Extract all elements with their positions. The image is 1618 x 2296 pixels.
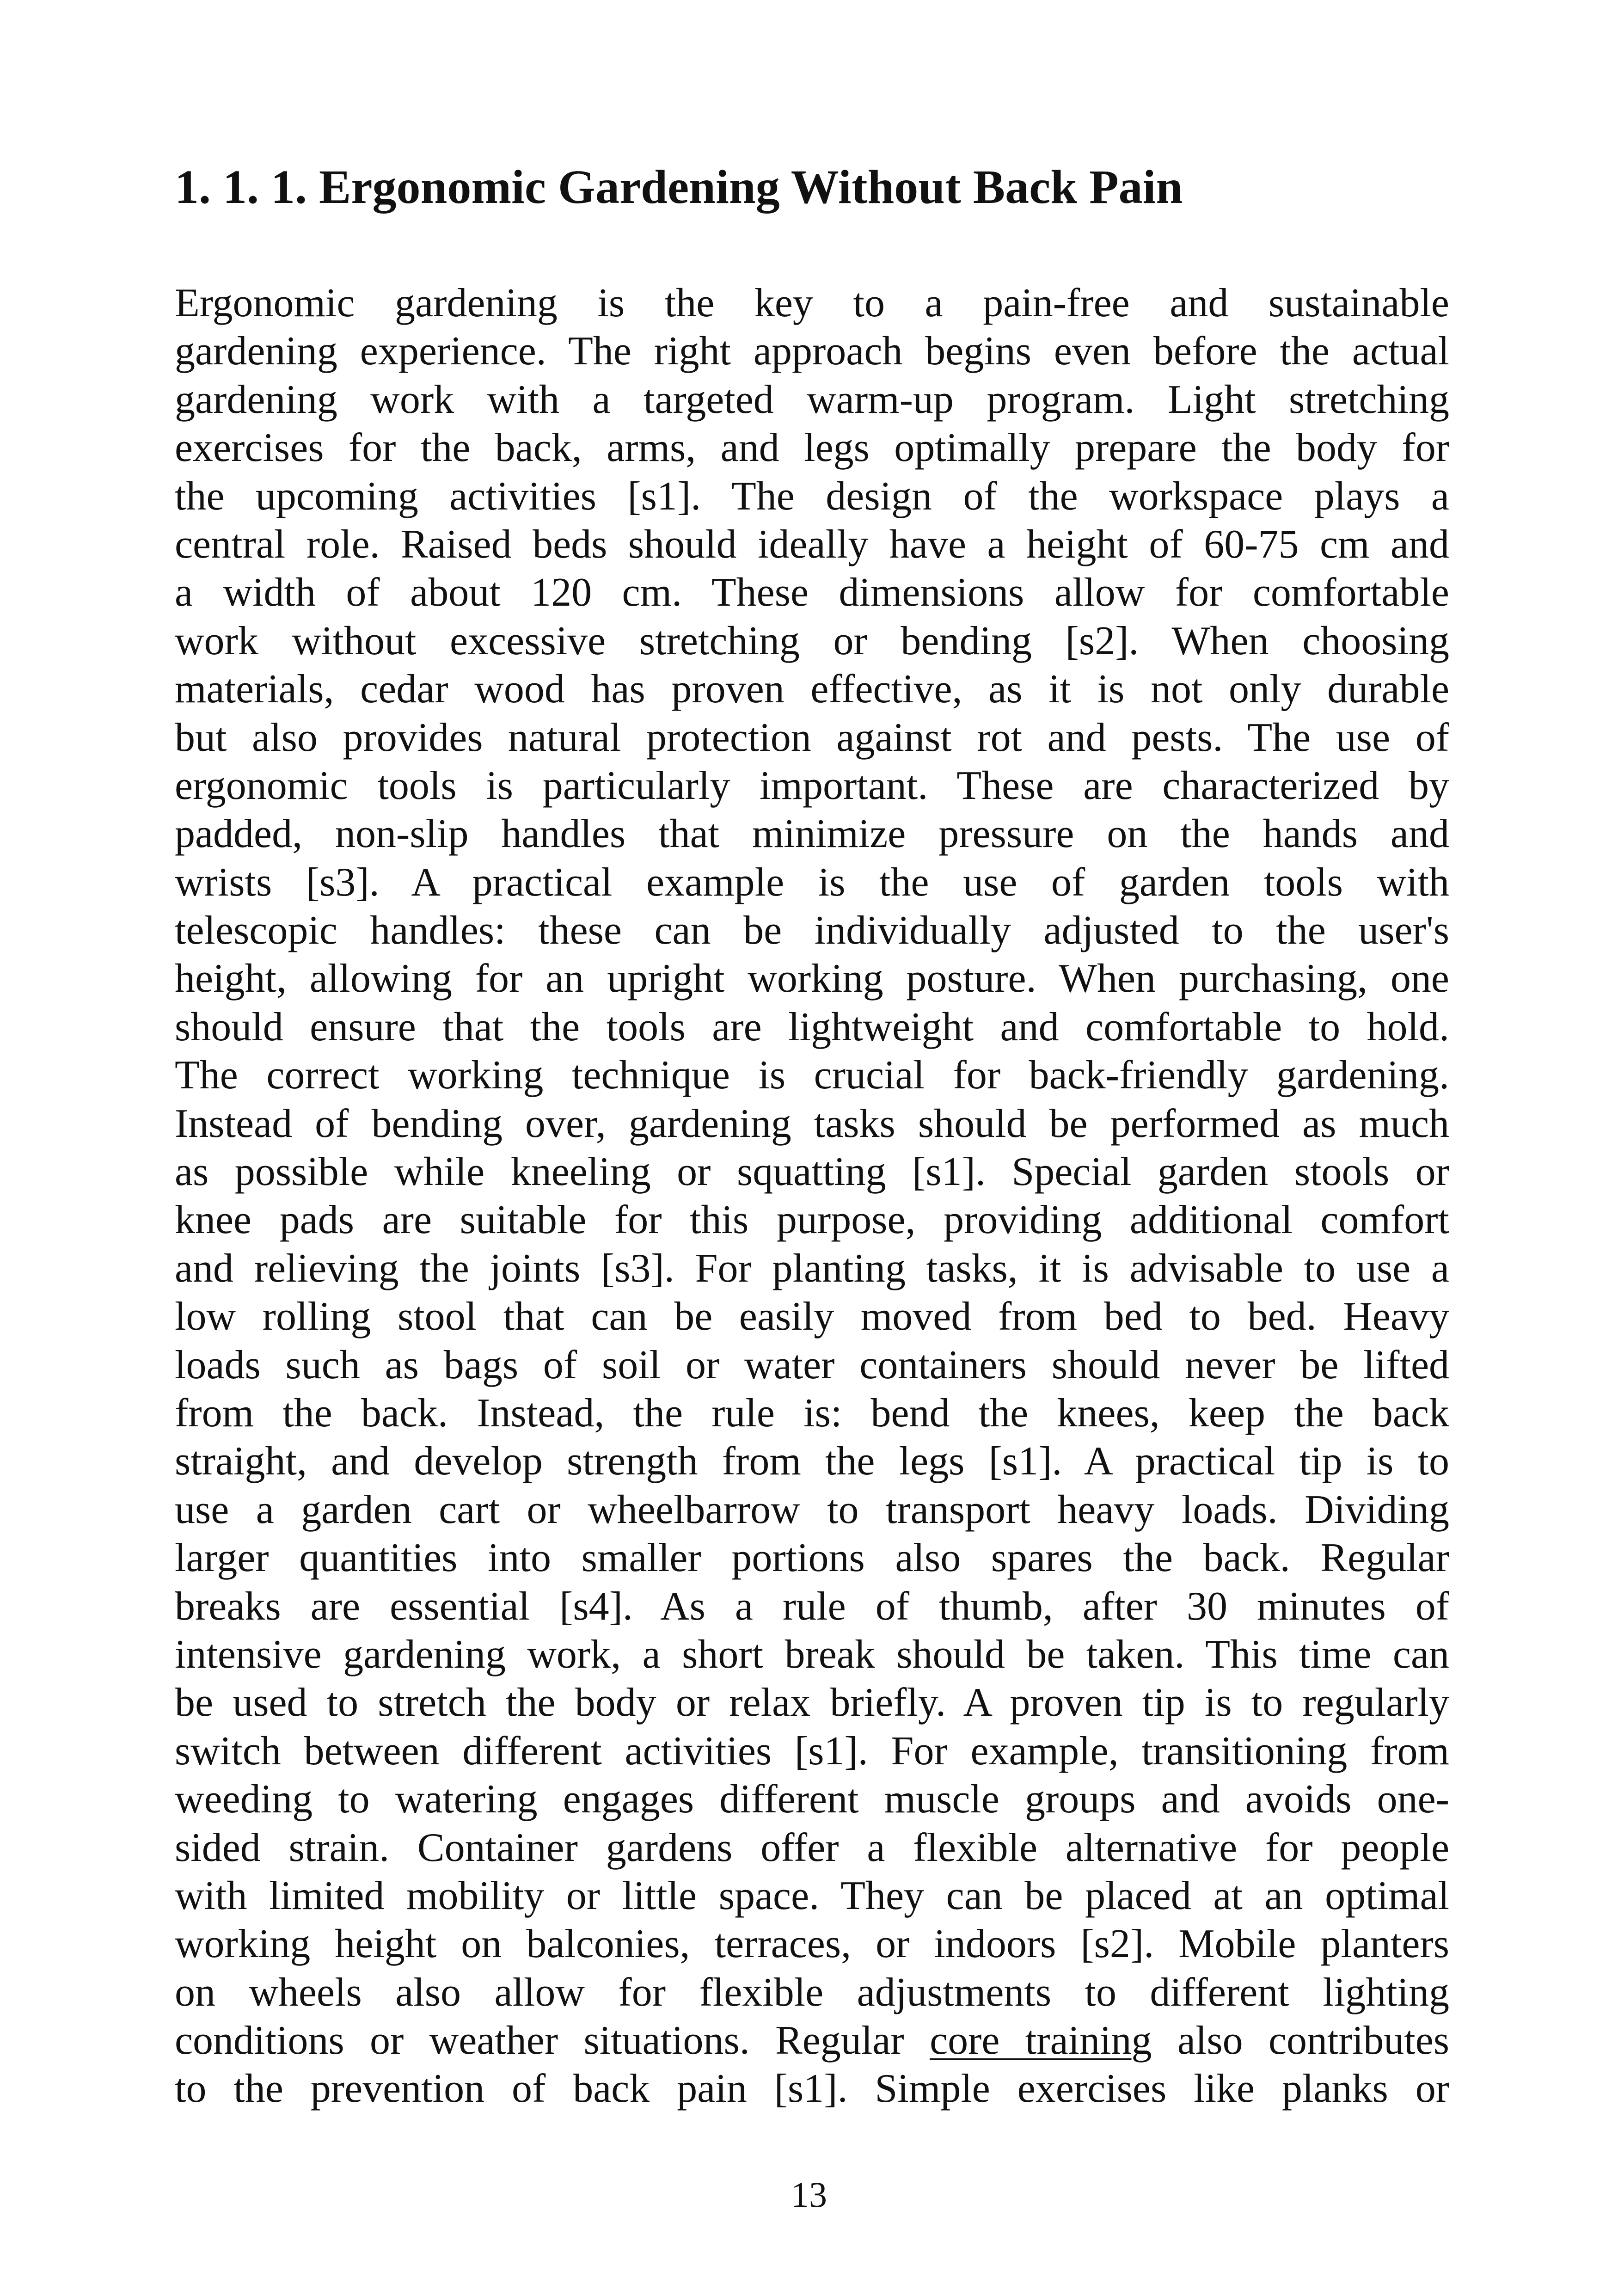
underlined-term-core-training: core training [930,2018,1152,2063]
body-line: from the back. Instead, the rule is: bend the knees, keep the back [175,1390,1449,1436]
body-line: height, allowing for an upright working posture. When purchasing, one [175,956,1449,1001]
body-line: working height on balconies, terraces, or indoors [s2]. Mobile planters [175,1922,1449,1967]
body-line-with-underline [175,2017,1449,2065]
body-line: the upcoming activities [s1]. The design of the workspace plays a [175,473,1449,519]
body-line: knee pads are suitable for this purpose, providing additional comfort [175,1197,1449,1243]
body-line: weeding to watering engages different muscle groups and avoids one- [175,1777,1449,1822]
body-text-span: also contributes [1152,2018,1449,2063]
body-line: Ergonomic gardening is the key to a pain-free and sustainable [175,281,1449,325]
body-line: central role. Raised beds should ideally have a height of 60-75 cm and [175,522,1449,567]
body-line: switch between different activities [s1]. For example, transitioning from [175,1728,1449,1774]
body-line: The correct working technique is crucial for back-friendly gardening. [175,1053,1449,1098]
body-line: exercises for the back, arms, and legs optimally prepare the body for [175,425,1449,471]
body-line: and relieving the joints [s3]. For planting tasks, it is advisable to use a [175,1246,1449,1291]
body-line: intensive gardening work, a short break should be taken. This time can [175,1632,1449,1677]
body-text-span: conditions or weather situations. Regular [175,2018,930,2063]
body-line: materials, cedar wood has proven effective, as it is not only durable [175,667,1449,712]
body-line: Instead of bending over, gardening tasks should be performed as much [175,1101,1449,1146]
body-line: loads such as bags of soil or water containers should never be lifted [175,1342,1449,1387]
body-line: as possible while kneeling or squatting [s1]. Special garden stools or [175,1149,1449,1195]
body-line: larger quantities into smaller portions also spares the back. Regular [175,1535,1449,1581]
body-line: sided strain. Container gardens offer a flexible alternative for people [175,1825,1449,1870]
body-line: work without excessive stretching or bending [s2]. When choosing [175,618,1449,663]
body-line: but also provides natural protection against rot and pests. The use of [175,715,1449,760]
body-line: padded, non-slip handles that minimize pressure on the hands and [175,811,1449,857]
body-line: gardening work with a targeted warm-up program. Light stretching [175,377,1449,422]
body-line: to the prevention of back pain [s1]. Simple exercises like planks or [175,2066,1449,2112]
body-line: on wheels also allow for flexible adjustments to different lighting [175,1970,1449,2015]
body-line: wrists [s3]. A practical example is the use of garden tools with [175,859,1449,905]
body-line: telescopic handles: these can be individually adjusted to the user's [175,908,1449,953]
body-line: with limited mobility or little space. They can be placed at an optimal [175,1873,1449,1918]
body-line: low rolling stool that can be easily moved from bed to bed. Heavy [175,1294,1449,1339]
body-line: straight, and develop strength from the legs [s1]. A practical tip is to [175,1439,1449,1484]
section-heading: 1. 1. 1. Ergonomic Gardening Without Back Pain [175,160,1183,214]
body-paragraph [175,279,1449,2113]
body-line: be used to stretch the body or relax briefly. A proven tip is to regularly [175,1680,1449,1725]
body-line: breaks are essential [s4]. As a rule of thumb, after 30 minutes of [175,1584,1449,1629]
body-line: gardening experience. The right approach begins even before the actual [175,329,1449,374]
body-line: ergonomic tools is particularly important. These are characterized by [175,763,1449,808]
body-line: should ensure that the tools are lightweight and comfortable to hold. [175,1004,1449,1050]
body-line: use a garden cart or wheelbarrow to transport heavy loads. Dividing [175,1487,1449,1532]
body-line: a width of about 120 cm. These dimensions allow for comfortable [175,570,1449,615]
page-number: 13 [791,2174,827,2215]
